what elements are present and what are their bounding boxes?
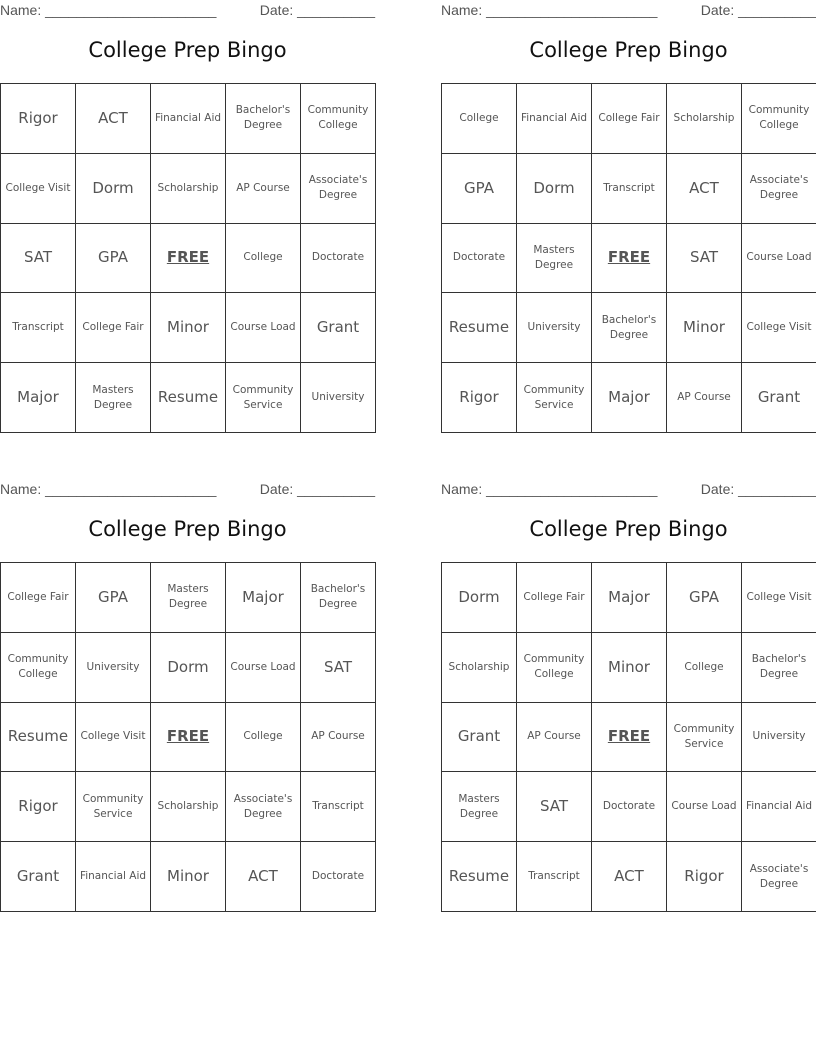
- bingo-cell: SAT: [1, 223, 76, 293]
- bingo-cell: Associate's Degree: [742, 153, 816, 223]
- grid-row: [442, 772, 816, 842]
- grid-row: [442, 563, 816, 633]
- bingo-cell: SAT: [667, 223, 742, 293]
- bingo-cell: Major: [226, 563, 301, 633]
- bingo-cell: SAT: [517, 772, 592, 842]
- bingo-cell: SAT: [301, 632, 376, 702]
- bingo-cell: Major: [592, 363, 667, 433]
- grid-row: [442, 293, 816, 363]
- bingo-cell: College: [226, 223, 301, 293]
- bingo-cell: University: [517, 293, 592, 363]
- bingo-cell: AP Course: [301, 702, 376, 772]
- bingo-cell: Financial Aid: [517, 84, 592, 154]
- bingo-cell: Rigor: [1, 772, 76, 842]
- free-space: FREE: [592, 702, 667, 772]
- bingo-cell: Associate's Degree: [301, 153, 376, 223]
- bingo-cell: GPA: [76, 223, 151, 293]
- bingo-card-1: [0, 0, 375, 435]
- bingo-cell: Scholarship: [442, 632, 517, 702]
- bingo-cell: Course Load: [226, 293, 301, 363]
- grid-row: [442, 702, 816, 772]
- grid-row: [442, 84, 816, 154]
- bingo-cell: Bachelor's Degree: [226, 84, 301, 154]
- bingo-card-3: [0, 479, 375, 914]
- bingo-cell: College Fair: [1, 563, 76, 633]
- bingo-cell: Financial Aid: [742, 772, 816, 842]
- bingo-cell: University: [301, 363, 376, 433]
- card-header: [441, 2, 816, 20]
- grid-row: [1, 363, 376, 433]
- bingo-cell: Doctorate: [301, 223, 376, 293]
- bingo-cell: AP Course: [226, 153, 301, 223]
- bingo-cell: Associate's Degree: [742, 842, 816, 912]
- bingo-cell: Community College: [301, 84, 376, 154]
- bingo-cell: College Visit: [1, 153, 76, 223]
- bingo-cell: Community Service: [517, 363, 592, 433]
- bingo-cell: Masters Degree: [442, 772, 517, 842]
- bingo-cell: Minor: [151, 842, 226, 912]
- bingo-cell: Transcript: [1, 293, 76, 363]
- grid-row: [1, 632, 376, 702]
- date-field: Date: __________: [259, 2, 375, 18]
- card-title: College Prep Bingo: [529, 517, 728, 541]
- bingo-cell: College Visit: [76, 702, 151, 772]
- grid-row: [442, 842, 816, 912]
- card-title: College Prep Bingo: [88, 517, 287, 541]
- bingo-cell: Dorm: [76, 153, 151, 223]
- grid-row: [1, 223, 376, 293]
- bingo-cell: Transcript: [592, 153, 667, 223]
- grid-row: [1, 772, 376, 842]
- bingo-cell: Dorm: [517, 153, 592, 223]
- bingo-grid: [441, 83, 816, 433]
- bingo-cell: College: [667, 632, 742, 702]
- bingo-cell: Resume: [151, 363, 226, 433]
- bingo-cell: GPA: [76, 563, 151, 633]
- bingo-cell: Transcript: [301, 772, 376, 842]
- bingo-cell: Dorm: [151, 632, 226, 702]
- bingo-cell: Major: [1, 363, 76, 433]
- bingo-cell: Resume: [442, 842, 517, 912]
- free-space: FREE: [151, 223, 226, 293]
- date-field: Date: __________: [700, 2, 816, 18]
- bingo-cell: ACT: [76, 84, 151, 154]
- card-header: [0, 2, 375, 20]
- bingo-cell: Community College: [1, 632, 76, 702]
- grid-row: [442, 153, 816, 223]
- card-header: [0, 481, 375, 499]
- bingo-cell: Community Service: [76, 772, 151, 842]
- bingo-card-2: [441, 0, 816, 435]
- grid-row: [1, 293, 376, 363]
- bingo-cell: Masters Degree: [76, 363, 151, 433]
- bingo-cell: College Fair: [517, 563, 592, 633]
- name-field: Name: ______________________: [441, 2, 658, 18]
- grid-row: [442, 632, 816, 702]
- bingo-cell: Doctorate: [442, 223, 517, 293]
- bingo-cell: College Visit: [742, 293, 816, 363]
- card-title: College Prep Bingo: [529, 38, 728, 62]
- bingo-cell: Financial Aid: [151, 84, 226, 154]
- bingo-cell: College Fair: [76, 293, 151, 363]
- card-header: [441, 481, 816, 499]
- bingo-cell: Scholarship: [667, 84, 742, 154]
- bingo-cell: Community Service: [667, 702, 742, 772]
- bingo-cell: Rigor: [442, 363, 517, 433]
- bingo-cell: Community Service: [226, 363, 301, 433]
- bingo-grid: [0, 83, 376, 433]
- bingo-cell: AP Course: [517, 702, 592, 772]
- bingo-cell: ACT: [667, 153, 742, 223]
- grid-row: [1, 842, 376, 912]
- bingo-cell: Grant: [442, 702, 517, 772]
- bingo-cell: Scholarship: [151, 772, 226, 842]
- bingo-cell: Course Load: [667, 772, 742, 842]
- bingo-cell: Dorm: [442, 563, 517, 633]
- bingo-cell: Resume: [1, 702, 76, 772]
- bingo-cell: Associate's Degree: [226, 772, 301, 842]
- bingo-cell: University: [742, 702, 816, 772]
- bingo-cell: Course Load: [226, 632, 301, 702]
- bingo-cell: Minor: [151, 293, 226, 363]
- grid-row: [442, 363, 816, 433]
- date-field: Date: __________: [259, 481, 375, 497]
- grid-row: [1, 153, 376, 223]
- bingo-cell: Major: [592, 563, 667, 633]
- bingo-grid: [0, 562, 376, 912]
- bingo-cell: College: [442, 84, 517, 154]
- bingo-cell: Minor: [592, 632, 667, 702]
- bingo-cell: Financial Aid: [76, 842, 151, 912]
- bingo-cell: GPA: [442, 153, 517, 223]
- bingo-cell: Grant: [301, 293, 376, 363]
- grid-row: [442, 223, 816, 293]
- bingo-cell: Doctorate: [592, 772, 667, 842]
- free-space: FREE: [151, 702, 226, 772]
- name-field: Name: ______________________: [441, 481, 658, 497]
- bingo-cell: Scholarship: [151, 153, 226, 223]
- bingo-cell: Bachelor's Degree: [592, 293, 667, 363]
- bingo-cell: ACT: [592, 842, 667, 912]
- date-field: Date: __________: [700, 481, 816, 497]
- bingo-cell: Rigor: [1, 84, 76, 154]
- grid-row: [1, 702, 376, 772]
- name-field: Name: ______________________: [0, 2, 217, 18]
- bingo-card-4: [441, 479, 816, 914]
- bingo-cell: Rigor: [667, 842, 742, 912]
- bingo-cell: Community College: [742, 84, 816, 154]
- grid-row: [1, 84, 376, 154]
- bingo-cell: College: [226, 702, 301, 772]
- bingo-cell: Masters Degree: [151, 563, 226, 633]
- bingo-cell: ACT: [226, 842, 301, 912]
- bingo-cell: Community College: [517, 632, 592, 702]
- bingo-cell: AP Course: [667, 363, 742, 433]
- bingo-cell: Masters Degree: [517, 223, 592, 293]
- bingo-cell: University: [76, 632, 151, 702]
- bingo-cell: GPA: [667, 563, 742, 633]
- bingo-cell: College Visit: [742, 563, 816, 633]
- bingo-cell: Transcript: [517, 842, 592, 912]
- bingo-cell: Bachelor's Degree: [742, 632, 816, 702]
- bingo-grid: [441, 562, 816, 912]
- name-field: Name: ______________________: [0, 481, 217, 497]
- bingo-cell: Resume: [442, 293, 517, 363]
- bingo-cell: Grant: [1, 842, 76, 912]
- bingo-cell: Course Load: [742, 223, 816, 293]
- bingo-cell: Doctorate: [301, 842, 376, 912]
- free-space: FREE: [592, 223, 667, 293]
- card-title: College Prep Bingo: [88, 38, 287, 62]
- bingo-cell: Minor: [667, 293, 742, 363]
- grid-row: [1, 563, 376, 633]
- bingo-cell: College Fair: [592, 84, 667, 154]
- bingo-cell: Grant: [742, 363, 816, 433]
- bingo-cell: Bachelor's Degree: [301, 563, 376, 633]
